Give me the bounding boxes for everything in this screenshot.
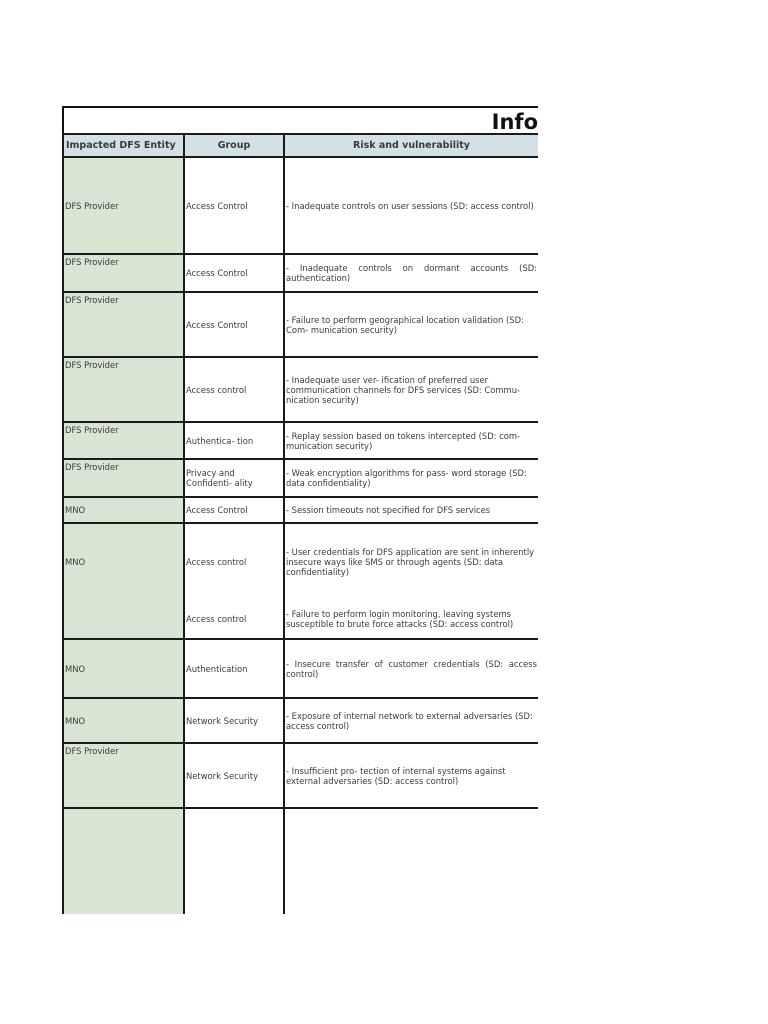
entity-cell: DFS Provider bbox=[63, 254, 184, 292]
entity-cell: MNO bbox=[63, 698, 184, 743]
table-row bbox=[63, 292, 538, 357]
group-cell bbox=[184, 808, 284, 914]
table-row bbox=[63, 743, 538, 808]
entity-cell bbox=[63, 808, 184, 914]
header-group: Group bbox=[184, 134, 284, 157]
table-row bbox=[63, 422, 538, 459]
header-entity: Impacted DFS Entity bbox=[63, 134, 184, 157]
group-cell: Network Security bbox=[184, 698, 284, 743]
entity-cell: DFS Provider bbox=[63, 292, 184, 357]
risk-cell: - Insecure transfer of customer credentials (SD: access control) bbox=[284, 639, 538, 698]
risk-table bbox=[62, 133, 538, 914]
risk-cell: - Weak encryption algorithms for pass- word storage (SD: data confidentiality) bbox=[284, 459, 538, 497]
table-row bbox=[63, 698, 538, 743]
table-row bbox=[63, 808, 538, 914]
entity-cell: DFS Provider bbox=[63, 422, 184, 459]
table-row bbox=[63, 459, 538, 497]
entity-cell: DFS Provider bbox=[63, 157, 184, 254]
header-risk: Risk and vulnerability bbox=[284, 134, 538, 157]
entity-cell: MNO bbox=[63, 639, 184, 698]
group-cell: Authentica- tion bbox=[184, 422, 284, 459]
risk-cell bbox=[284, 808, 538, 914]
group-cell: Access control bbox=[184, 523, 284, 599]
entity-cell: DFS Provider bbox=[63, 357, 184, 422]
risk-cell: - Replay session based on tokens intercepted (SD: com- munication security) bbox=[284, 422, 538, 459]
table-row bbox=[63, 523, 538, 599]
table-row bbox=[63, 639, 538, 698]
group-cell: Authentication bbox=[184, 639, 284, 698]
entity-cell: DFS Provider bbox=[63, 743, 184, 808]
table-row bbox=[63, 497, 538, 523]
spreadsheet bbox=[62, 106, 538, 914]
risk-cell: - Inadequate controls on user sessions (SD: access control) bbox=[284, 157, 538, 254]
entity-cell: DFS Provider bbox=[63, 459, 184, 497]
risk-cell: - Insufficient pro- tection of internal systems against external adversaries (SD: access control) bbox=[284, 743, 538, 808]
sheet-title: Info bbox=[491, 110, 538, 134]
group-cell: Access control bbox=[184, 599, 284, 639]
risk-cell: - Inadequate controls on dormant accounts (SD: authentication) bbox=[284, 254, 538, 292]
entity-cell: MNO bbox=[63, 523, 184, 599]
header-row bbox=[63, 134, 538, 157]
group-cell: Access control bbox=[184, 357, 284, 422]
table-row bbox=[63, 254, 538, 292]
group-cell: Access Control bbox=[184, 254, 284, 292]
entity-cell: MNO bbox=[63, 497, 184, 523]
risk-cell: - Inadequate user ver- ification of preferred user communication channels for DFS services (SD: Commu- nication security) bbox=[284, 357, 538, 422]
group-cell: Privacy and Confidenti- ality bbox=[184, 459, 284, 497]
table-row bbox=[63, 357, 538, 422]
risk-cell: - User credentials for DFS application are sent in inherently insecure ways like SMS or through agents (SD: data confidentiality) bbox=[284, 523, 538, 599]
group-cell: Access Control bbox=[184, 497, 284, 523]
entity-cell bbox=[63, 599, 184, 639]
title-row bbox=[62, 106, 538, 135]
risk-cell: - Failure to perform login monitoring, leaving systems susceptible to brute force attacks (SD: access control) bbox=[284, 599, 538, 639]
risk-cell: - Failure to perform geographical location validation (SD: Com- munication security) bbox=[284, 292, 538, 357]
table-row bbox=[63, 157, 538, 254]
group-cell: Access Control bbox=[184, 157, 284, 254]
table-row bbox=[63, 599, 538, 639]
risk-cell: - Exposure of internal network to external adversaries (SD: access control) bbox=[284, 698, 538, 743]
risk-cell: - Session timeouts not specified for DFS services bbox=[284, 497, 538, 523]
group-cell: Network Security bbox=[184, 743, 284, 808]
group-cell: Access Control bbox=[184, 292, 284, 357]
